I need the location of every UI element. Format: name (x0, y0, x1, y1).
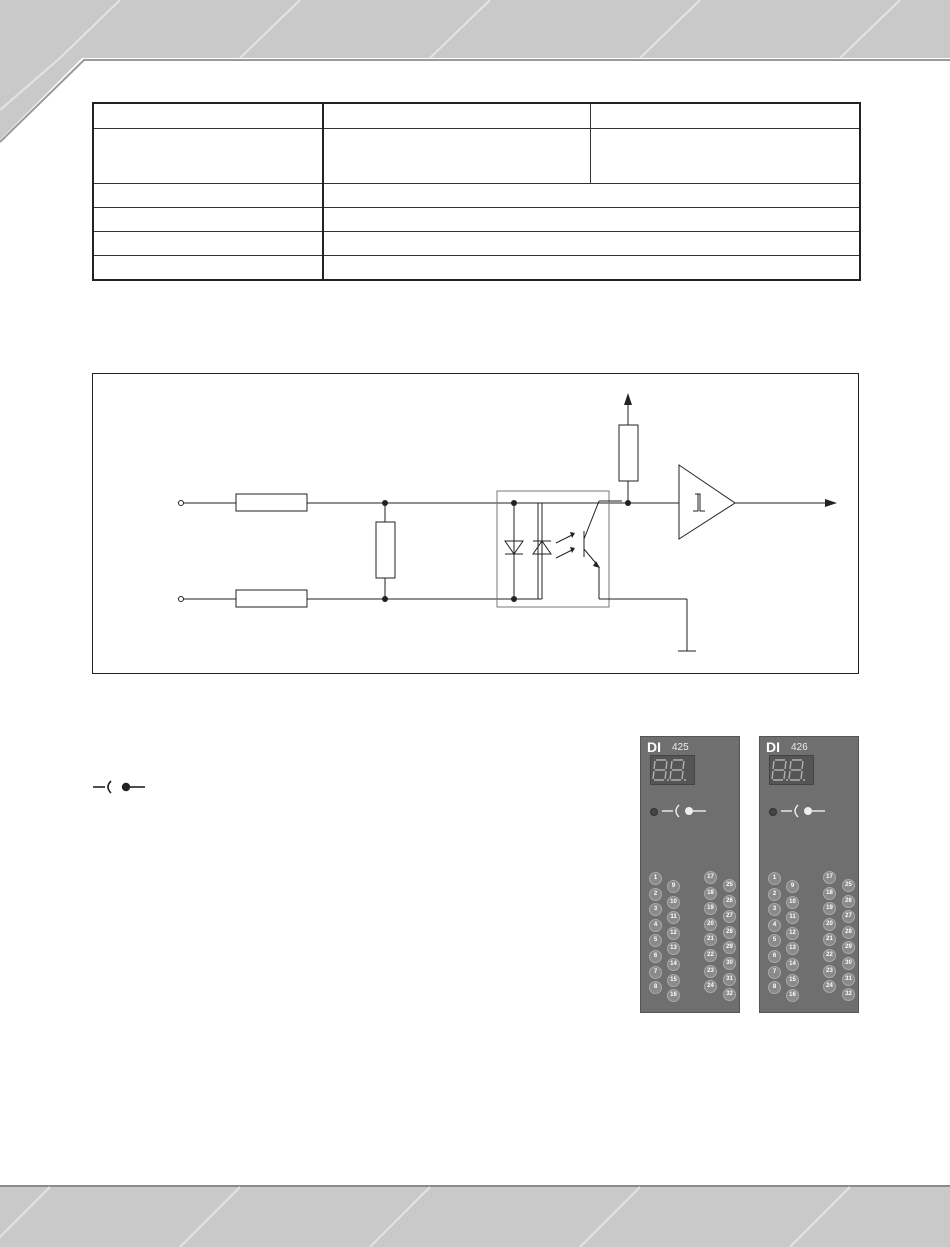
channel-indicator: 27 (723, 910, 736, 923)
input-terminal (179, 501, 184, 506)
table-cell (323, 128, 590, 183)
channel-indicator: 7 (768, 966, 781, 979)
table-row (93, 208, 860, 232)
channel-indicator: 21 (704, 933, 717, 946)
channel-indicator: 26 (842, 895, 855, 908)
footer-decoration (0, 1185, 950, 1247)
channel-indicator: 20 (704, 918, 717, 931)
channel-indicator: 27 (842, 910, 855, 923)
channel-indicator: 17 (823, 871, 836, 884)
channel-indicator: 2 (649, 888, 662, 901)
channel-indicator: 24 (704, 980, 717, 993)
channel-indicator: 13 (786, 942, 799, 955)
schmitt-trigger (679, 465, 735, 539)
channel-indicator: 5 (768, 934, 781, 947)
channel-indicator: 32 (842, 988, 855, 1001)
channel-indicator: 2 (768, 888, 781, 901)
channel-indicator: 19 (823, 902, 836, 915)
table-cell (93, 183, 323, 207)
channel-indicator: 31 (723, 973, 736, 986)
channel-indicator: 30 (842, 957, 855, 970)
resistor (236, 494, 307, 511)
channel-indicator: 10 (786, 896, 799, 909)
di-module-panel (759, 736, 859, 1013)
table-cell (323, 256, 860, 280)
channel-indicator: 24 (823, 980, 836, 993)
channel-indicator: 28 (842, 926, 855, 939)
channel-indicator: 30 (723, 957, 736, 970)
table-cell (323, 183, 860, 207)
channel-indicator: 8 (768, 981, 781, 994)
table-cell (323, 208, 860, 232)
channel-indicator: 15 (667, 974, 680, 987)
table-cell (93, 256, 323, 280)
channel-indicator: 17 (704, 871, 717, 884)
channel-indicator: 26 (723, 895, 736, 908)
channel-indicator: 29 (842, 941, 855, 954)
resistor (619, 425, 638, 481)
contact-status-icon (781, 803, 827, 819)
table-row (93, 128, 860, 183)
channel-indicator: 3 (768, 903, 781, 916)
contact-status-icon (93, 778, 145, 796)
module-model: 426 (791, 742, 808, 753)
channel-indicator: 32 (723, 988, 736, 1001)
seven-segment-display (650, 755, 695, 785)
channel-indicator: 1 (768, 872, 781, 885)
channel-indicator: 23 (704, 965, 717, 978)
seven-segment-display (769, 755, 814, 785)
channel-indicator: 22 (823, 949, 836, 962)
resistor (236, 590, 307, 607)
resistor (376, 522, 395, 578)
channel-indicator: 7 (649, 966, 662, 979)
module-label: DI (647, 739, 661, 755)
di-module-panel (640, 736, 740, 1013)
channel-indicator: 4 (768, 919, 781, 932)
input-terminal (179, 597, 184, 602)
channel-indicator: 19 (704, 902, 717, 915)
output-arrow (825, 499, 837, 507)
status-led (650, 808, 658, 816)
channel-indicator: 28 (723, 926, 736, 939)
channel-indicator: 14 (667, 958, 680, 971)
table-row (93, 256, 860, 280)
channel-indicator: 4 (649, 919, 662, 932)
table-cell (93, 128, 323, 183)
channel-indicator: 10 (667, 896, 680, 909)
status-led (769, 808, 777, 816)
channel-indicator: 18 (704, 887, 717, 900)
channel-indicator: 21 (823, 933, 836, 946)
channel-indicator: 15 (786, 974, 799, 987)
table-cell (590, 128, 860, 183)
channel-indicator: 11 (667, 911, 680, 924)
channel-indicator: 12 (667, 927, 680, 940)
channel-indicator: 29 (723, 941, 736, 954)
channel-indicator: 6 (768, 950, 781, 963)
channel-indicator: 14 (786, 958, 799, 971)
specification-table (92, 102, 861, 281)
table-cell (323, 232, 860, 256)
table-row (93, 183, 860, 207)
channel-indicator: 11 (786, 911, 799, 924)
module-label: DI (766, 739, 780, 755)
channel-indicator: 31 (842, 973, 855, 986)
channel-indicator: 20 (823, 918, 836, 931)
channel-indicator: 8 (649, 981, 662, 994)
supply-arrow (624, 393, 632, 405)
table-cell (590, 103, 860, 128)
channel-indicator: 6 (649, 950, 662, 963)
table-cell (323, 103, 590, 128)
channel-indicator: 5 (649, 934, 662, 947)
contact-status-icon (662, 803, 708, 819)
table-cell (93, 103, 323, 128)
channel-indicator: 12 (786, 927, 799, 940)
channel-indicator: 13 (667, 942, 680, 955)
channel-indicator: 22 (704, 949, 717, 962)
channel-indicator: 18 (823, 887, 836, 900)
module-model: 425 (672, 742, 689, 753)
channel-indicator: 9 (786, 880, 799, 893)
table-cell (93, 232, 323, 256)
channel-indicator: 1 (649, 872, 662, 885)
channel-indicator: 25 (723, 879, 736, 892)
channel-indicator: 23 (823, 965, 836, 978)
table-cell (93, 208, 323, 232)
channel-indicator: 25 (842, 879, 855, 892)
channel-indicator: 3 (649, 903, 662, 916)
input-circuit-diagram (92, 373, 859, 674)
channel-indicator: 16 (786, 989, 799, 1002)
channel-indicator: 16 (667, 989, 680, 1002)
table-row (93, 103, 860, 128)
table-row (93, 232, 860, 256)
channel-indicator: 9 (667, 880, 680, 893)
